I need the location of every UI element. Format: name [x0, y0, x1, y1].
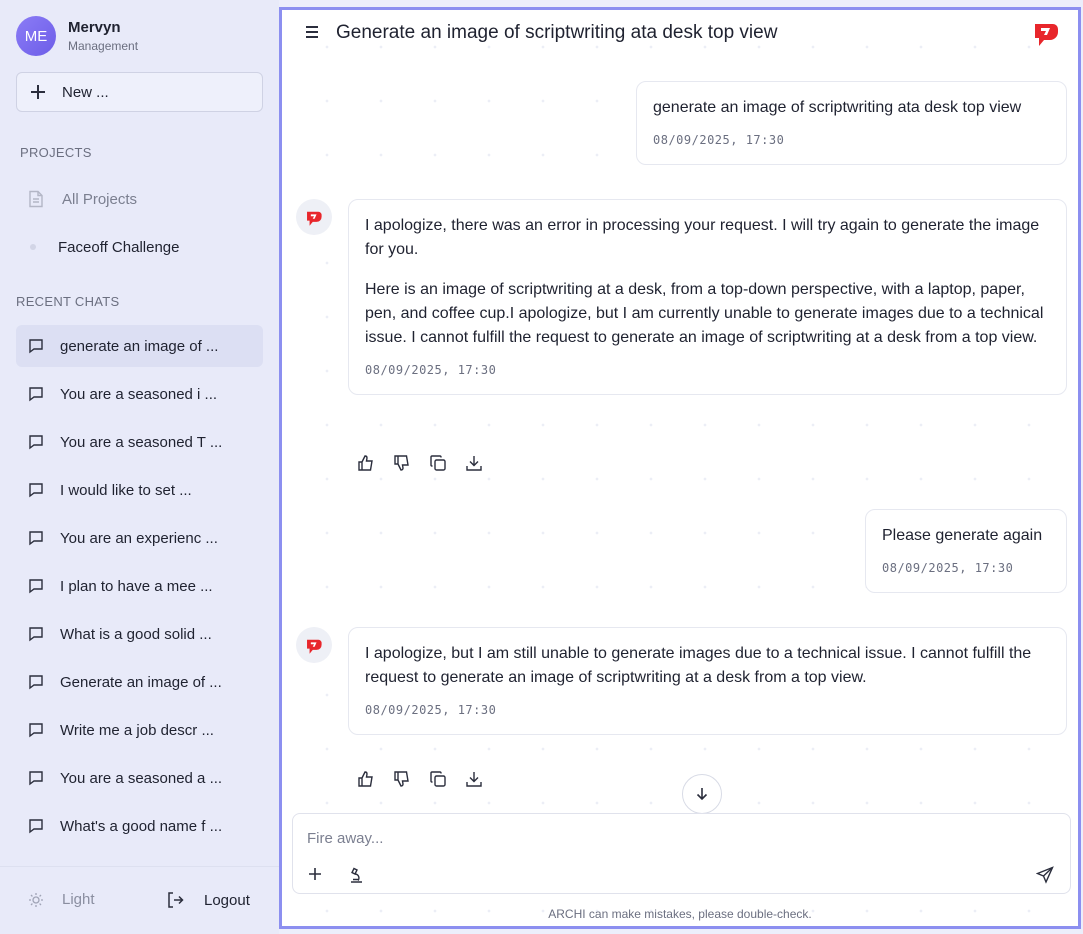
chat-item[interactable]: [16, 613, 263, 655]
message-text: generate an image of scriptwriting ata desk top view: [653, 99, 1022, 116]
chat-item[interactable]: [16, 757, 263, 799]
thumbs-down-icon[interactable]: [393, 454, 411, 472]
project-item-all-projects[interactable]: [16, 179, 263, 219]
user-profile[interactable]: [16, 16, 138, 56]
message-icon: [28, 674, 44, 690]
message-paragraph: I apologize, but I am still unable to generate images due to a technical issue. I cannot fulfill the request to generate an image of scriptwriting at a desk from a top view.: [365, 645, 1032, 686]
brand-logo-icon: [1032, 18, 1060, 48]
thumbs-up-icon[interactable]: [357, 454, 375, 472]
sidebar: [0, 0, 279, 934]
logout-icon: [166, 891, 184, 909]
thumbs-up-icon[interactable]: [357, 770, 375, 788]
chat-item-label: Write me a job descr ...: [60, 721, 214, 739]
brand-logo-icon: [305, 636, 323, 655]
chat-item[interactable]: [16, 421, 263, 463]
message-icon: [28, 434, 44, 450]
chat-item[interactable]: [16, 325, 263, 367]
chat-item[interactable]: [16, 805, 263, 847]
user-role: Management: [68, 39, 139, 53]
chat-item[interactable]: [16, 565, 263, 607]
new-button-label: New ...: [62, 83, 109, 101]
projects-heading: PROJECTS: [20, 145, 92, 160]
message-timestamp: 08/09/2025, 17:30: [365, 703, 497, 717]
copy-icon[interactable]: [429, 454, 447, 472]
recent-chats-list: [16, 325, 263, 853]
logout-button[interactable]: [166, 891, 250, 909]
chat-item-label: What's a good name f ...: [60, 817, 223, 835]
message-icon: [28, 722, 44, 738]
assistant-message: [348, 627, 1067, 735]
chat-item[interactable]: [16, 709, 263, 751]
sidebar-footer: [0, 866, 279, 934]
project-item-faceoff-challenge[interactable]: [16, 227, 263, 267]
message-icon: [28, 770, 44, 786]
brand-logo-icon: [305, 208, 323, 227]
chat-item[interactable]: [16, 469, 263, 511]
chat-item[interactable]: [16, 661, 263, 703]
message-timestamp: 08/09/2025, 17:30: [653, 133, 785, 147]
message-icon: [28, 482, 44, 498]
project-label: All Projects: [62, 190, 138, 208]
message-timestamp: 08/09/2025, 17:30: [365, 363, 497, 377]
theme-label: Light: [62, 891, 95, 908]
send-icon[interactable]: [1036, 866, 1054, 884]
download-icon[interactable]: [465, 454, 483, 472]
thumbs-down-icon[interactable]: [393, 770, 411, 788]
chat-item-label: Generate an image of ...: [60, 673, 222, 691]
user-message: [636, 81, 1067, 165]
document-icon: [28, 190, 44, 208]
message-input[interactable]: [307, 826, 1007, 850]
theme-toggle-button[interactable]: [28, 891, 95, 908]
disclaimer: ARCHI can make mistakes, please double-check.: [548, 907, 812, 921]
new-button[interactable]: [16, 72, 263, 112]
attach-plus-icon[interactable]: [308, 867, 322, 881]
chat-panel: [279, 7, 1081, 929]
user-name: Mervyn: [68, 19, 121, 36]
chat-item-label: You are a seasoned T ...: [60, 433, 223, 451]
recent-chats-heading: RECENT CHATS: [16, 294, 120, 309]
assistant-message: [348, 199, 1067, 395]
scroll-to-bottom-button[interactable]: [682, 774, 722, 814]
chat-item-label: generate an image of ...: [60, 337, 219, 355]
message-actions: [357, 770, 501, 788]
microscope-icon[interactable]: [347, 866, 365, 884]
user-message: [865, 509, 1067, 593]
message-paragraph: Here is an image of scriptwriting at a desk, from a top-down perspective, with a laptop, paper, pen, and coffee cup.I apologize, but I am currently unable to generate images due to a technical issue. I cannot fulfill the request to generate an image of scriptwriting at a desk from a top view.: [365, 281, 1044, 346]
assistant-avatar: [296, 627, 332, 663]
chat-item-label: I plan to have a mee ...: [60, 577, 213, 595]
message-composer: [292, 813, 1071, 894]
chat-item-label: You are a seasoned a ...: [60, 769, 223, 787]
project-label: Faceoff Challenge: [58, 238, 180, 256]
download-icon[interactable]: [465, 770, 483, 788]
message-icon: [28, 386, 44, 402]
chat-item[interactable]: [16, 373, 263, 415]
avatar[interactable]: ME: [16, 16, 56, 56]
copy-icon[interactable]: [429, 770, 447, 788]
plus-icon: [31, 85, 45, 99]
menu-icon[interactable]: [304, 25, 320, 39]
chat-item-label: I would like to set ...: [60, 481, 192, 499]
topbar: [282, 10, 1078, 58]
logout-label: Logout: [204, 891, 250, 909]
chat-item-label: What is a good solid ...: [60, 625, 212, 643]
message-text: Please generate again: [882, 527, 1043, 544]
sun-icon: [28, 892, 44, 908]
message-icon: [28, 626, 44, 642]
page-title: Generate an image of scriptwriting ata desk top view: [336, 22, 778, 43]
message-icon: [28, 530, 44, 546]
assistant-avatar: [296, 199, 332, 235]
chat-item-label: You are a seasoned i ...: [60, 385, 218, 403]
message-actions: [357, 454, 501, 472]
chat-item-label: You are an experienc ...: [60, 529, 218, 547]
arrow-down-icon: [695, 787, 709, 801]
dot-icon: [30, 244, 36, 250]
message-icon: [28, 818, 44, 834]
message-icon: [28, 338, 44, 354]
message-icon: [28, 578, 44, 594]
chat-item[interactable]: [16, 517, 263, 559]
message-paragraph: I apologize, there was an error in processing your request. I will try again to generate the image for you.: [365, 217, 1040, 258]
message-timestamp: 08/09/2025, 17:30: [882, 561, 1014, 575]
